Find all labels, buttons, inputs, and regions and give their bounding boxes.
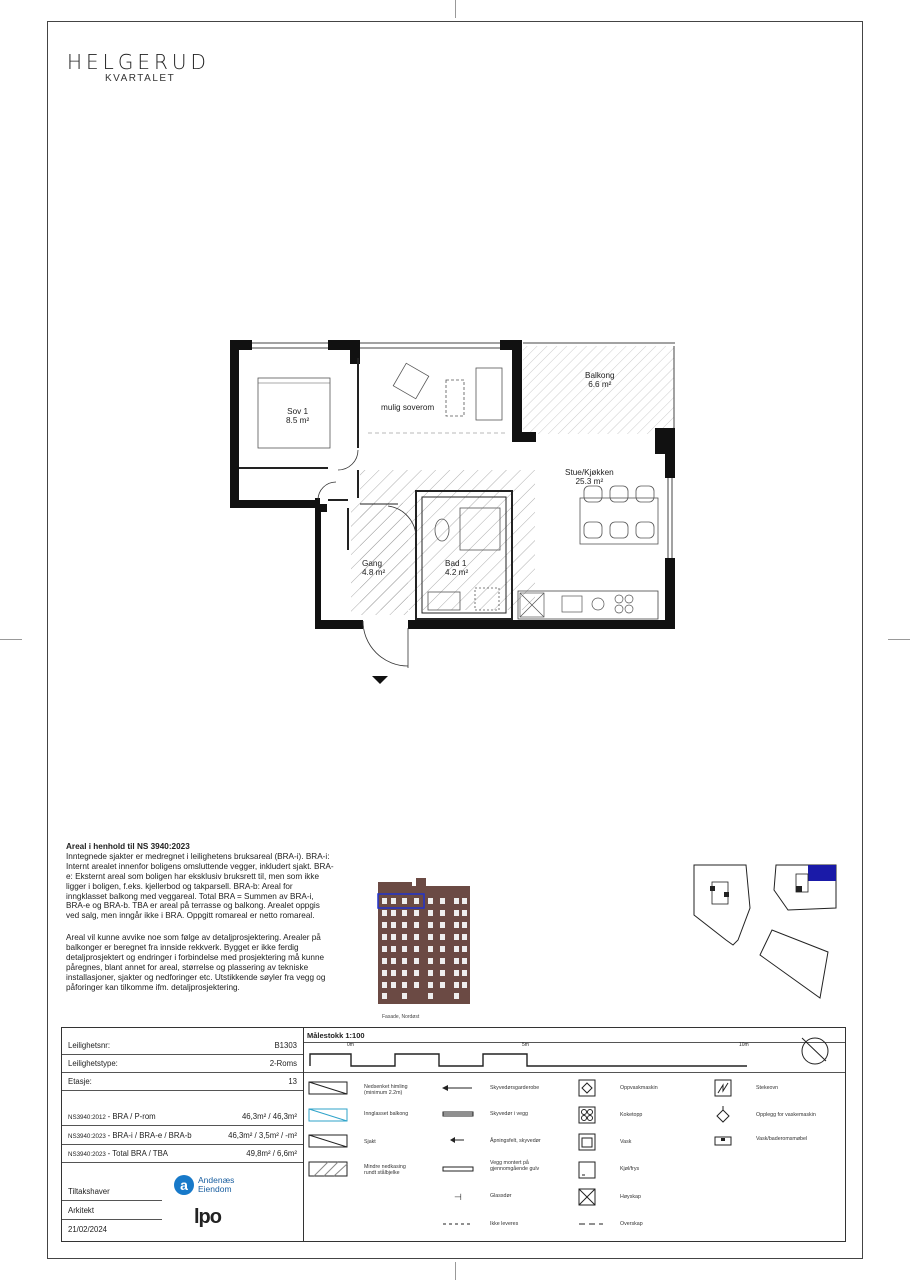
sliding-wardrobe-icon (442, 1084, 474, 1092)
beam-box-icon (308, 1161, 348, 1177)
logo-title: HELGERUD (67, 50, 210, 74)
architect-label: Arkitekt (68, 1206, 94, 1215)
project-logo (67, 50, 210, 84)
area-description (66, 842, 334, 1005)
legend-bath-furniture: Vask/baderomsmøbel (756, 1136, 808, 1142)
scale-tick-0: 0m (347, 1042, 354, 1048)
owner-logo-icon: a (174, 1175, 194, 1195)
type-label: Leilighetstype: (68, 1059, 118, 1068)
legend-wall-on-floor: Vegg montert på gjennomgående gulv (490, 1160, 540, 1173)
crop-mark (0, 639, 22, 640)
washing-machine-icon (714, 1106, 732, 1124)
floor-value: 13 (288, 1077, 297, 1086)
entrance-arrow (372, 676, 388, 684)
legend-beam-box: Mindre nedkasing rundt stålbjelke (364, 1164, 406, 1177)
glazed-balcony-icon (308, 1108, 348, 1122)
legend-sink: Vask (620, 1139, 632, 1145)
not-delivered-icon (442, 1222, 474, 1226)
legend-lowered-ceiling: Nedsenket himling (minimum 2.2m) (364, 1084, 408, 1097)
ns2012-label: - BRA / P-rom (107, 1112, 156, 1121)
room-label-bad1: Bad 1 4.2 m² (445, 559, 469, 577)
architect-logo: lpo (194, 1206, 221, 1228)
ns2023b-prefix: NS3940:2023 (68, 1151, 106, 1158)
floor-label: Etasje: (68, 1077, 92, 1086)
legend-shaft: Sjakt (364, 1139, 376, 1145)
floor-plan (228, 338, 688, 688)
lowered-ceiling-icon (308, 1081, 348, 1095)
date-value: 21/02/2024 (68, 1225, 108, 1234)
crop-mark (455, 1262, 456, 1280)
crop-mark (455, 0, 456, 18)
scale-tick-10: 10m (739, 1042, 749, 1048)
scale-title: Målestokk 1:100 (307, 1031, 365, 1040)
legend-sliding-opening: Åpningsfelt, skyvedør (490, 1138, 541, 1144)
legend-glass-door: Glassdør (490, 1193, 512, 1199)
room-label-gang: Gang 4.8 m² (362, 559, 386, 577)
sliding-door-icon (442, 1110, 474, 1118)
unit-value: B1303 (274, 1041, 297, 1050)
key-plan (688, 860, 848, 1000)
room-label-stue-kjokken: Stue/Kjøkken 25.3 m² (565, 468, 614, 486)
ns2023b-label: - Total BRA / TBA (107, 1149, 168, 1158)
legend-oven: Stekeovn (756, 1085, 779, 1091)
ns2012-prefix: NS3940:2012 (68, 1114, 106, 1121)
legend-cooktop: Koketopp (620, 1112, 643, 1118)
wall-on-floor-icon (442, 1166, 474, 1172)
tall-cabinet-icon (578, 1188, 596, 1206)
owner-name-2: Eiendom (198, 1184, 232, 1194)
scale-tick-5: 5m (522, 1042, 529, 1048)
facade-elevation (372, 876, 482, 1021)
info-block (61, 1027, 846, 1242)
north-arrow-icon (798, 1033, 832, 1067)
legend-fridge: Kjøl/frys (620, 1166, 640, 1172)
legend-sliding-wardrobe: Skyvedørsgarderobe (490, 1085, 540, 1091)
sink-icon (578, 1133, 596, 1151)
area-body-2: Areal vil kunne avvike noe som følge av detaljprosjektering. Arealer på balkonger er beregnet fra innside rekkverk. Bygget er ikke ferdig detaljprosjektert og endringer i forbindelse med prosjektering må kunne påregnes, blant annet for areal, størrelse og plassering av tekniske installasjoner, sjakter og nedforinger etc. Utstikkende søyler fra vegg og påforinger kan tilkomme ifm. detaljprosjektering. (66, 933, 326, 992)
area-heading: Areal i henhold til NS 3940:2023 (66, 842, 190, 851)
ns2023a-label: - BRA-i / BRA-e / BRA-b (107, 1131, 192, 1140)
dishwasher-icon (578, 1079, 596, 1097)
oven-icon (714, 1079, 732, 1097)
legend-upper-cabinet: Overskap (620, 1221, 643, 1227)
legend-dishwasher: Oppvaskmaskin (620, 1085, 658, 1091)
unit-info-panel (62, 1028, 304, 1241)
owner-name-1: Andenæs (198, 1175, 235, 1185)
legend-glazed-balcony: Innglasset balkong (364, 1111, 409, 1117)
bath-furniture-icon (714, 1136, 732, 1146)
legend-tall-cabinet: Høyskap (620, 1194, 641, 1200)
room-label-sov1: Sov 1 8.5 m² (286, 407, 310, 425)
type-value: 2-Roms (269, 1059, 297, 1068)
balcony-hatch (523, 346, 674, 434)
ns2023a-prefix: NS3940:2023 (68, 1133, 106, 1140)
unit-label: Leilighetsnr: (68, 1041, 111, 1050)
owner-logo (174, 1175, 234, 1195)
upper-cabinet-icon (578, 1222, 604, 1226)
logo-subtitle: KVARTALET (105, 73, 176, 84)
keyplan-highlight (808, 865, 836, 881)
legend-sliding-door: Skyvedør i vegg (490, 1111, 528, 1117)
facade-caption: Fasade, Nordøst (382, 1014, 420, 1020)
ns2023b-value: 49,8m² / 6,6m² (246, 1149, 297, 1158)
area-body-1: Inntegnede sjakter er medregnet i leilighetens bruksareal (BRA-i). BRA-i: Internt arealet innenfor boligens omsluttende vegger, inkludert sjakt. BRA-e: Eksternt areal som boligen har eksklusiv bruksrett til, men som ikke ligger i boligen, f.eks. kjellerbod og takparsell. BRA-b: Areal for inngklasset balkong med veggareal. Total BRA = Summen av BRA-i, BRA-e og BRA-b. TBA er areal på terrasse og balkong. Arealet oppgis ved salg, men inngår ikke i BRA. Oppgitt romareal er netto romareal. (66, 851, 334, 921)
fridge-icon (578, 1161, 596, 1179)
owner-label: Tiltakshaver (68, 1187, 110, 1196)
room-label-mulig-soverom: mulig soverom (381, 403, 435, 412)
glass-door-icon: ⊣ (454, 1192, 462, 1202)
ns2023a-value: 46,3m² / 3,5m² / -m² (228, 1131, 297, 1140)
legend-not-delivered: Ikke leveres (490, 1221, 519, 1227)
legend-washing-machine: Opplegg for vaskemaskin (756, 1112, 816, 1118)
shaft-icon (308, 1134, 348, 1148)
room-label-balkong: Balkong 6.6 m² (585, 371, 615, 389)
sliding-opening-icon (450, 1136, 466, 1144)
crop-mark (888, 639, 910, 640)
ns2012-value: 46,3m² / 46,3m² (241, 1112, 297, 1121)
cooktop-icon (578, 1106, 596, 1124)
